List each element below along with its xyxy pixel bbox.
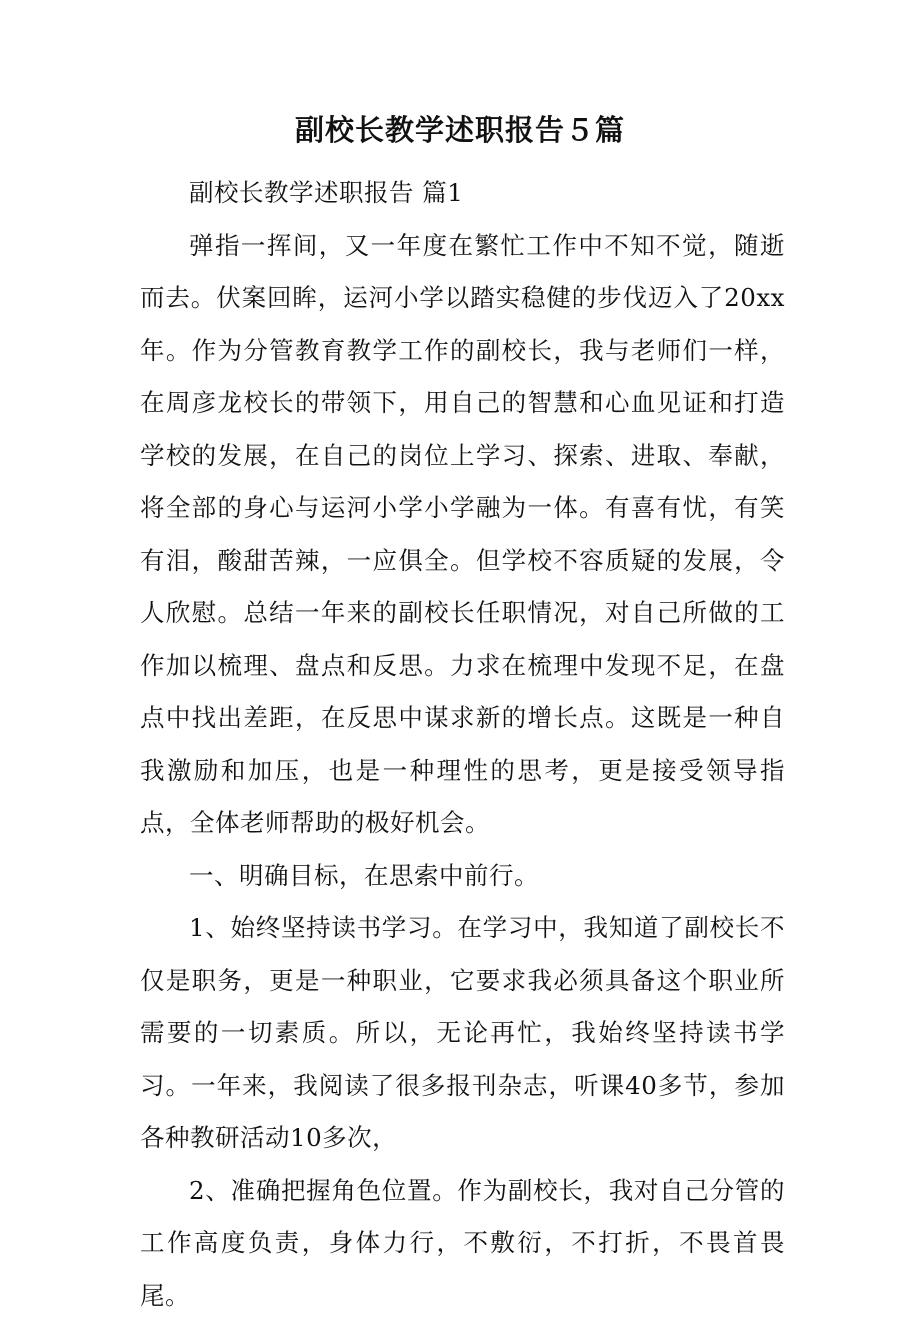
- intro-paragraph: 弹指一挥间，又一年度在繁忙工作中不知不觉，随逝而去。伏案回眸，运河小学以踏实稳健的步伐迈入了20xx年。作为分管教育教学工作的副校长，我与老师们一样，在周彦龙校长的带领下，用自己的智慧和心血见证和打造学校的发展，在自己的岗位上学习、探索、进取、奉献，将全部的身心与运河小学小学融为一体。有喜有忧，有笑有泪，酸甜苦辣，一应俱全。但学校不容质疑的发展，令人欣慰。总结一年来的副校长任职情况，对自己所做的工作加以梳理、盘点和反思。力求在梳理中发现不足，在盘点中找出差距，在反思中谋求新的增长点。这既是一种自我激励和加压，也是一种理性的思考，更是接受领导指点，全体老师帮助的极好机会。: [140, 220, 785, 850]
- document-body: [140, 167, 785, 1322]
- section-heading-part-1: 副校长教学述职报告 篇1: [140, 167, 785, 220]
- section-heading-goals: 一、明确目标，在思索中前行。: [140, 850, 785, 903]
- item-role-position: 2、准确把握角色位置。作为副校长，我对自己分管的工作高度负责，身体力行，不敷衍，不打折，不畏首畏尾。: [140, 1165, 785, 1322]
- document-title: 副校长教学述职报告５篇: [0, 110, 920, 150]
- item-reading-study: 1、始终坚持读书学习。在学习中，我知道了副校长不仅是职务，更是一种职业，它要求我必须具备这个职业所需要的一切素质。所以，无论再忙，我始终坚持读书学习。一年来，我阅读了很多报刊杂志，听课40多节，参加各种教研活动10多次，: [140, 902, 785, 1165]
